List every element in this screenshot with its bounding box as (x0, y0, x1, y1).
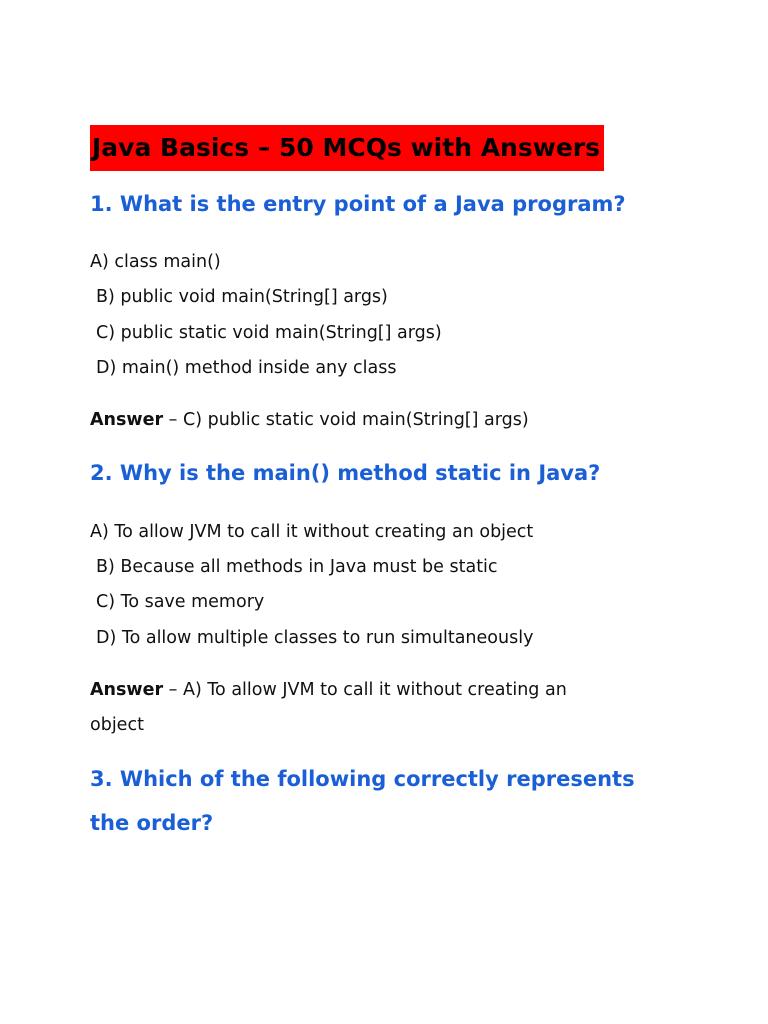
question-2-answer (90, 678, 567, 702)
question-3-text-line-1: 3. Which of the following correctly represents (90, 767, 635, 791)
question-2-option-c: C) To save memory (96, 592, 265, 612)
question-2-option-b: B) Because all methods in Java must be static (96, 557, 498, 577)
answer-separator: – (163, 680, 183, 700)
question-1-text: 1. What is the entry point of a Java program? (90, 192, 626, 216)
question-2-answer-text: A) To allow JVM to call it without creating an (182, 680, 567, 700)
question-2-option-a: A) To allow JVM to call it without creating an object (90, 522, 534, 542)
question-1-option-a: A) class main() (90, 252, 221, 272)
question-1-option-b: B) public void main(String[] args) (96, 287, 388, 307)
question-2-option-d: D) To allow multiple classes to run simultaneously (96, 628, 534, 648)
document-title: Java Basics – 50 MCQs with Answers (90, 125, 604, 171)
question-1-option-c: C) public static void main(String[] args) (96, 323, 442, 343)
question-3-text-line-2: the order? (90, 811, 214, 835)
question-1-answer-text: C) public static void main(String[] args) (182, 410, 529, 430)
answer-label: Answer (90, 680, 164, 700)
answer-separator: – (163, 410, 183, 430)
question-2-answer-continued: object (90, 715, 144, 735)
question-1-option-d: D) main() method inside any class (96, 358, 397, 378)
answer-label: Answer (90, 410, 164, 430)
question-1-answer (90, 408, 529, 432)
question-2-text: 2. Why is the main() method static in Java? (90, 461, 601, 485)
